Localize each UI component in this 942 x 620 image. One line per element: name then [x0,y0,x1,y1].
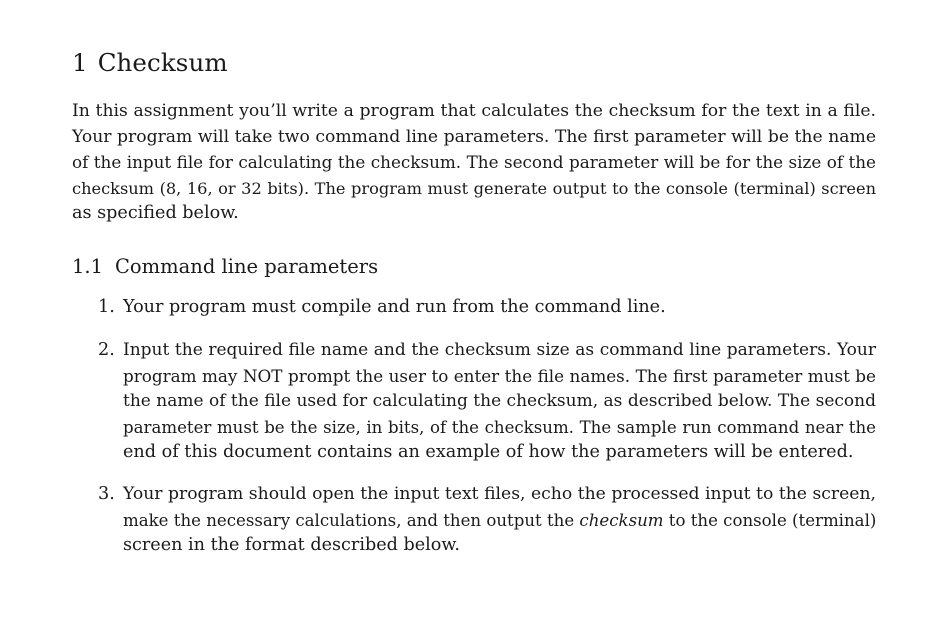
text-run: make the necessary calculations, and then output the [123,510,580,530]
list-item-line: Your program must compile and run from the command line. [123,297,666,317]
section-title-text: Checksum [97,48,228,77]
list-item-line: end of this document contains an example of how the parameters will be entered. [123,442,854,462]
list-item-marker: 3. [98,484,115,504]
list-item-marker: 2. [98,340,115,360]
list-item-marker: 1. [98,297,115,317]
list-item-line: screen in the format described below. [123,535,460,555]
list-item-line: Your program should open the input text files, echo the processed input to the screen, [123,484,876,504]
intro-paragraph [72,99,876,227]
intro-line: In this assignment you’ll write a program that calculates the checksum for the text in a file. [72,101,876,121]
list-item-line: program may NOT prompt the user to enter the file names. The first parameter must be [123,365,876,386]
list-item-line: Input the required file name and the checksum size as command line parameters. Your [123,340,876,360]
list-item-line: parameter must be the size, in bits, of the checksum. The sample run command near the [123,417,876,437]
list-item-line [123,508,876,534]
intro-line: checksum (8, 16, or 32 bits). The program must generate output to the console (terminal) screen [72,178,876,198]
text-run: to the console (terminal) [663,510,877,530]
subsection-number: 1.1 [72,255,104,278]
section-number: 1 [72,48,88,77]
list-item-line: the name of the file used for calculating the checksum, as described below. The second [123,391,876,411]
subsection-title-text: Command line parameters [115,255,379,278]
list-item-body [123,295,876,321]
emphasized-term: checksum [579,510,664,530]
subsection-heading [72,255,378,278]
list-item-body [123,338,876,466]
section-heading [72,48,228,77]
intro-line: as specified below. [72,203,239,223]
intro-line: of the input file for calculating the checksum. The second parameter will be for the size of the [72,152,876,172]
list-item-body [123,482,876,559]
intro-line: Your program will take two command line parameters. The first parameter will be the name [72,126,876,147]
